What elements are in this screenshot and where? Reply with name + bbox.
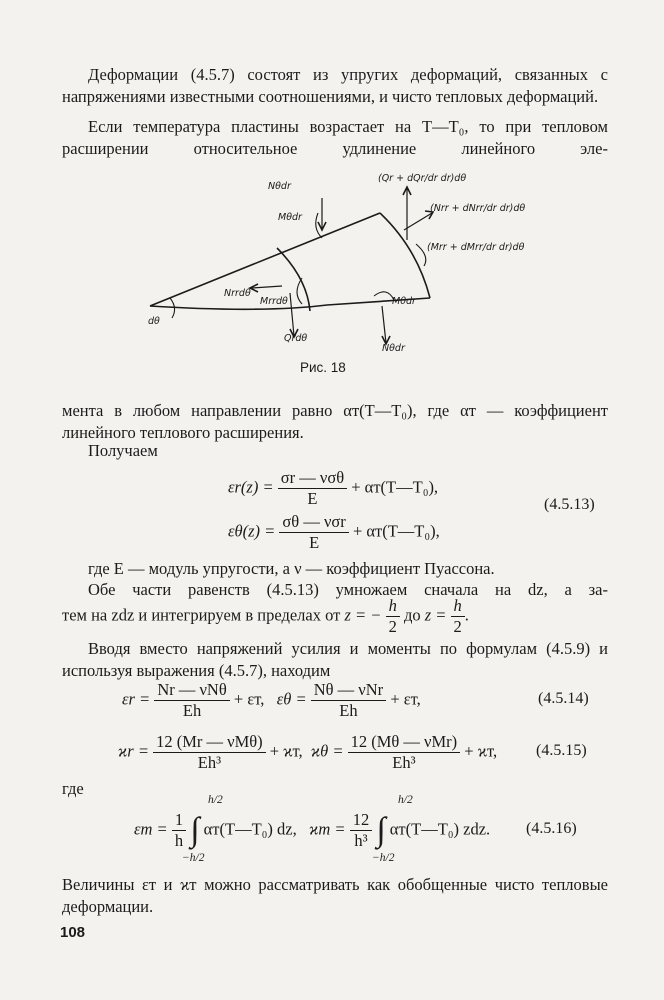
- figure-plate-element: [142, 158, 572, 358]
- label-mr-rdtheta: Mrrdθ: [260, 296, 288, 307]
- label-nr-rdtheta: Nrrdθ: [224, 288, 251, 299]
- equation-4-5-14: εr = $\frac{\text{Nr — νNθ}}{Eh}$ + εт, εθ = $\frac{\text{Nθ — νNr}}{Eh}$ + εт,: [122, 680, 421, 720]
- label-n-theta-dr-top: Nθdr: [268, 181, 291, 192]
- label-mr-top: (Mrr + dMrr/dr dr)dθ: [427, 242, 525, 253]
- label-nr-top: (Nrr + dNrr/dr dr)dθ: [430, 203, 526, 214]
- paragraph-forces-moments: Вводя вместо напряжений усилия и моменты по формулам (4.5.9) и используя выражения (4.5.7), находим: [62, 639, 608, 680]
- equation-number-4-5-15: (4.5.15): [536, 742, 587, 759]
- edge-lower: [150, 298, 430, 309]
- edge-outer-arc: [380, 213, 430, 298]
- equation-4-5-13-line-1: εr(z) = $\frac{\text{σr — νσθ}}{E}$ + αт(T—T₀),: [228, 468, 439, 508]
- paragraph-generalized: Величины εт и ϰт можно рассматривать как обобщенные чисто тепловые деформации.: [62, 875, 608, 916]
- label-dtheta: dθ: [148, 316, 160, 327]
- label-q-rdtheta: Qrdθ: [284, 333, 308, 344]
- equation-number-4-5-13: (4.5.13): [544, 496, 595, 513]
- paragraph-young-poisson: где E — модуль упругости, а ν — коэффициент Пуассона.: [88, 559, 495, 578]
- integral-2-lower: −h/2: [372, 852, 395, 864]
- equation-number-4-5-14: (4.5.14): [538, 690, 589, 707]
- label-m-theta-dr-top: Mθdr: [278, 212, 302, 223]
- equation-4-5-13-line-2: εθ(z) = $\frac{\text{σθ — νσr}}{E}$ + αт(T—T₀),: [228, 512, 440, 552]
- paragraph-we-get: Получаем: [88, 441, 158, 460]
- integral-1-lower: −h/2: [182, 852, 205, 864]
- integral-2-upper: h/2: [398, 794, 413, 806]
- equation-4-5-16: εт = $\frac{1}{h}$ ∫ αт(T—T₀) dz, ϰт = $\frac{12}{\text{h³}}$ ∫ αт(T—T₀) zdz.: [134, 810, 491, 850]
- edge-upper: [150, 213, 380, 306]
- integral-1-upper: h/2: [208, 794, 223, 806]
- paragraph-deformations: Деформации (4.5.7) состоят из упругих деформаций, связанных с напряжениями известными соотношениями, и чисто тепловых деформаций.: [62, 65, 608, 106]
- paragraph-temperature: Если температура пластины возрастает на T—T₀, то при тепловом расширении относительное удлинение линейного эле-: [62, 117, 608, 158]
- paragraph-integrate-b: тем на zdz и интегрируем в пределах от z = − $\frac{h}{2}$ до z = $\frac{h}{2}$ .: [62, 596, 469, 636]
- paragraph-integrate-a: Обе части равенств (4.5.13) умножаем сначала на dz, а за-: [88, 580, 608, 599]
- label-qr-top: (Qr + dQr/dr dr)dθ: [378, 173, 467, 184]
- figure-caption: Рис. 18: [300, 360, 346, 375]
- label-where: где: [62, 779, 84, 798]
- label-n-theta-dr-bot: Nθdr: [382, 343, 405, 354]
- equation-4-5-15: ϰr = $\frac{\text{12 (Mr — νMθ)}}{\text{Eh³}}$ + ϰт, ϰθ = $\frac{\text{12 (Mθ — νMr)}}{\text{Eh³}}$ + ϰт,: [118, 732, 498, 772]
- page-number: 108: [60, 924, 86, 941]
- label-m-theta-dr-bot: Mθdr: [392, 296, 416, 307]
- paragraph-element: мента в любом направлении равно αт(T—T₀), где αт — коэффициент линейного теплового расширения.: [62, 401, 608, 442]
- equation-number-4-5-16: (4.5.16): [526, 820, 577, 837]
